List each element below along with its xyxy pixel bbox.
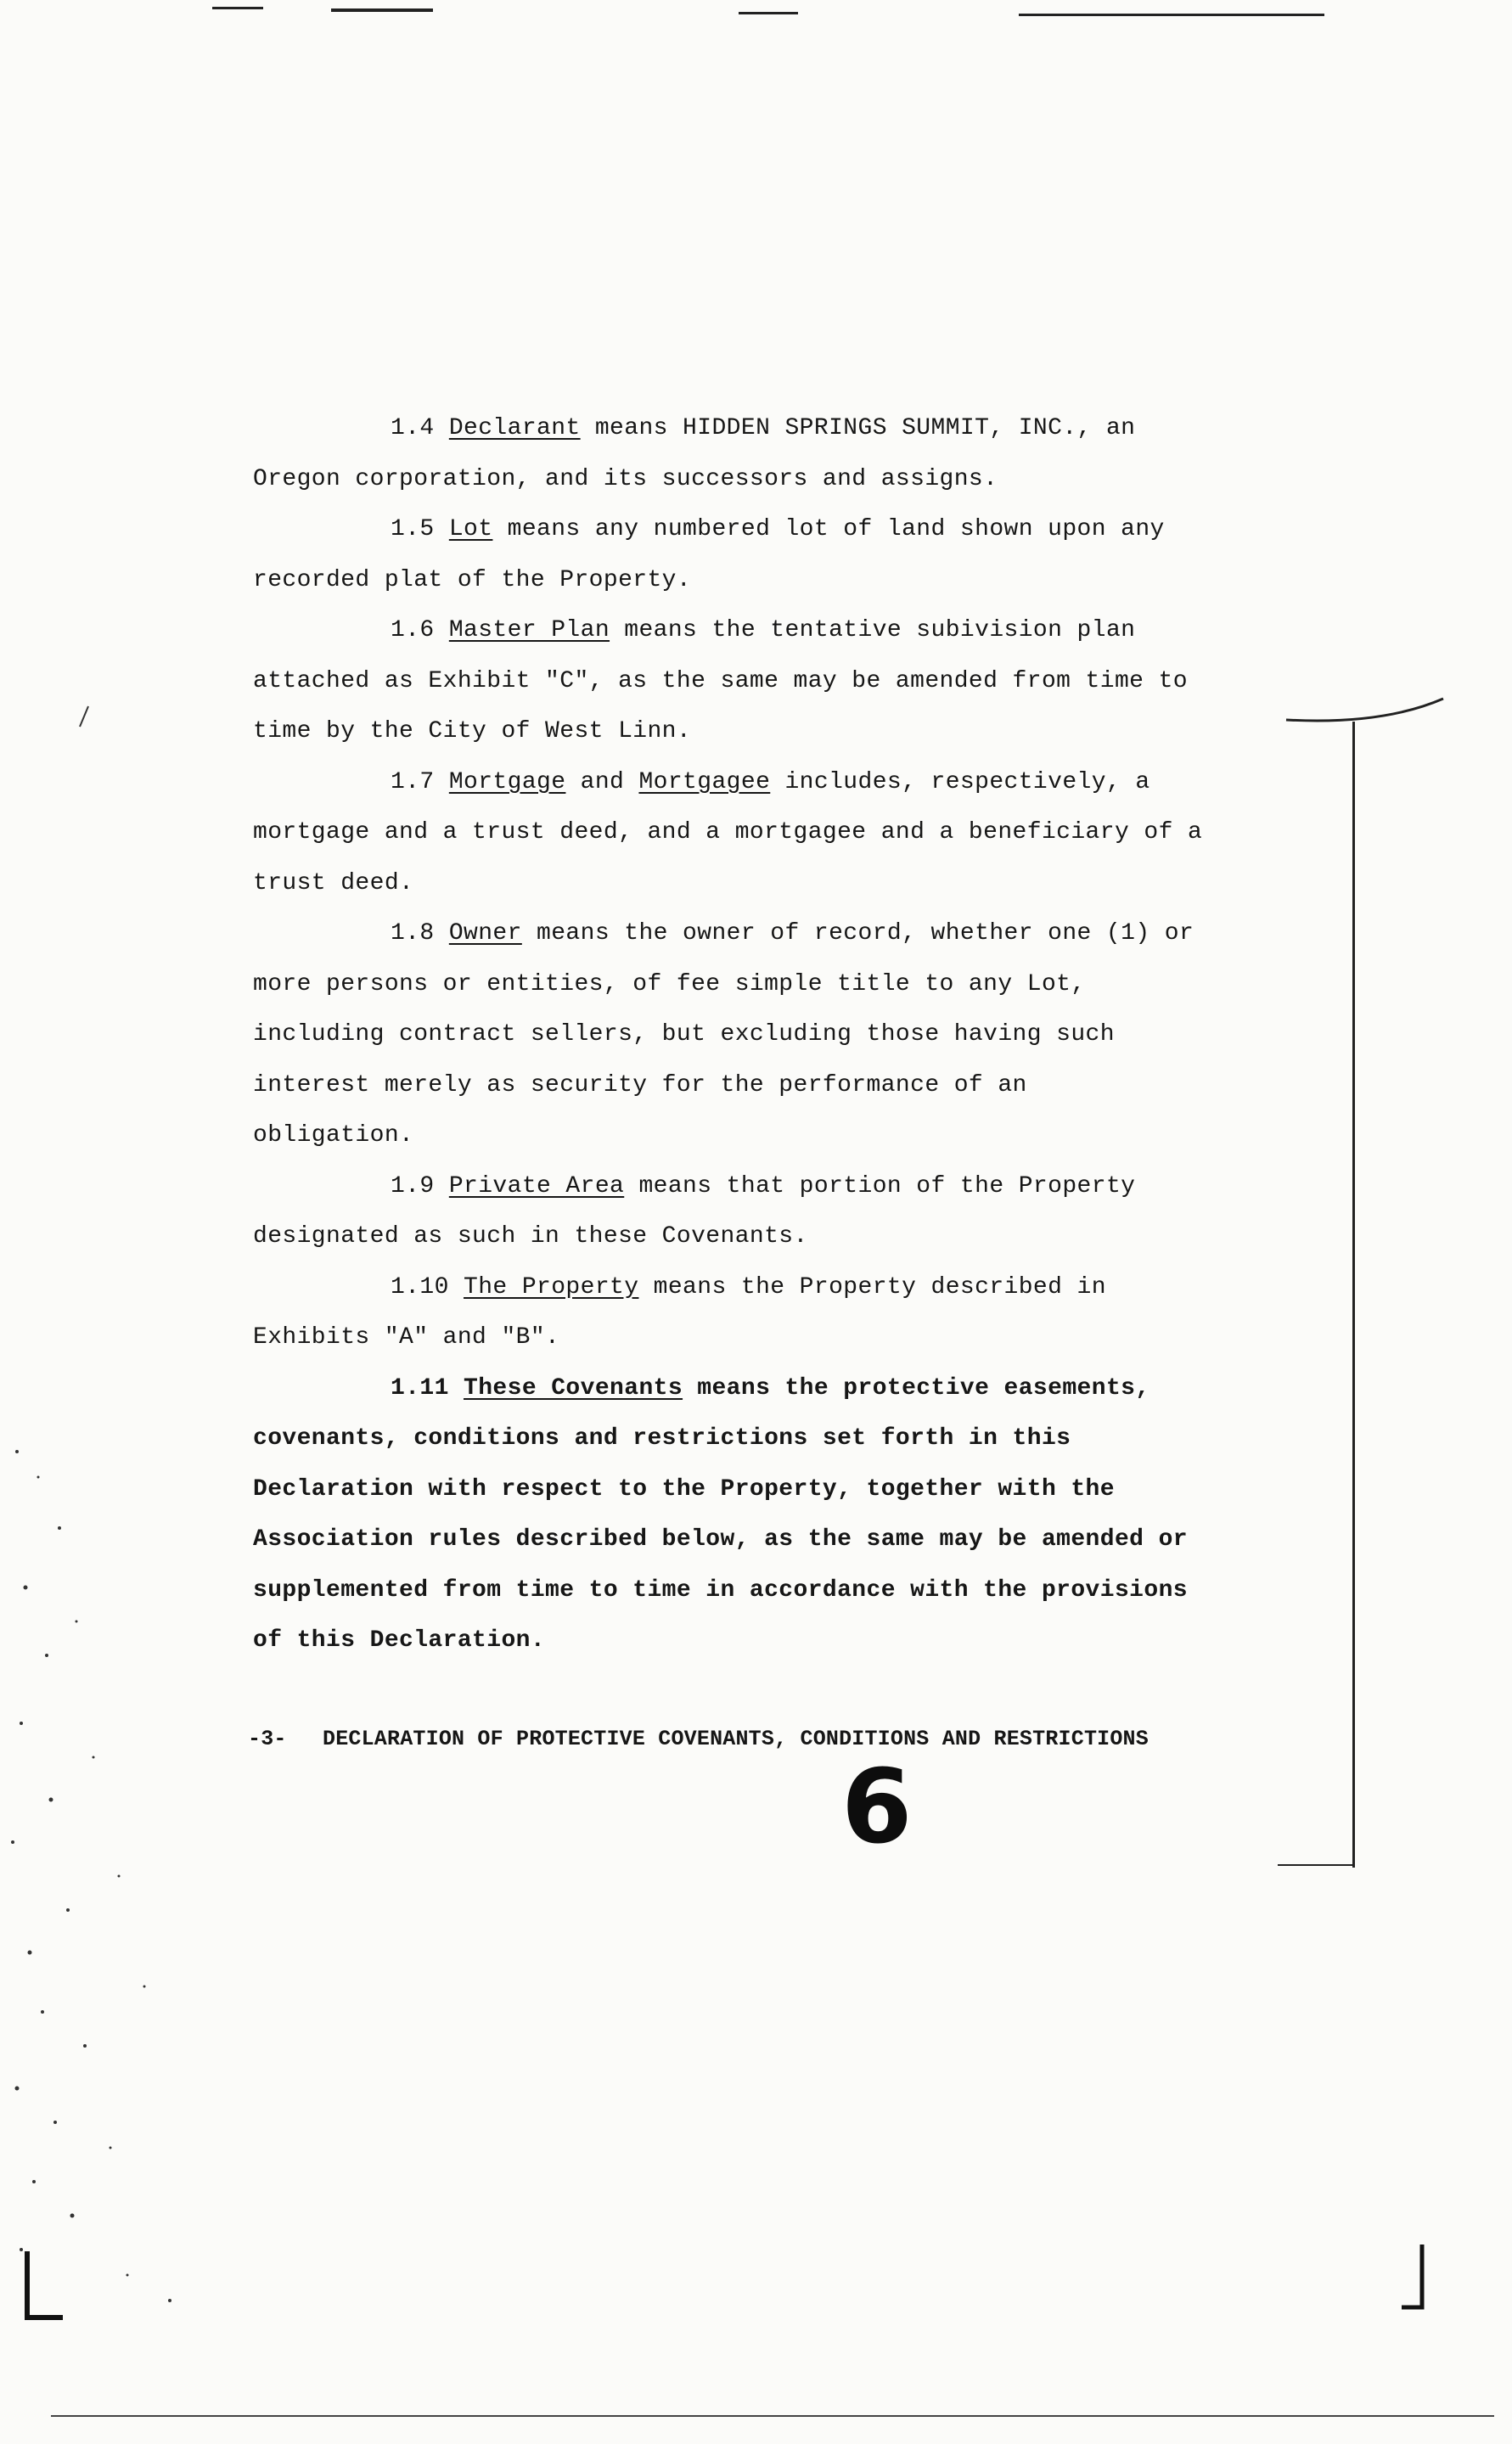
margin-bracket-bottom xyxy=(1278,1864,1354,1866)
margin-pen-stroke xyxy=(1282,692,1452,726)
definition-1-8: 1.8 Owner means the owner of record, whether one (1) or more persons or entities, of fee simple title to any Lot, including contract sellers, but excluding those having such interest merely as security for the performance of an obligation. xyxy=(253,920,1194,1149)
defined-term: Mortgagee xyxy=(638,768,771,795)
scan-top-dash xyxy=(331,8,433,12)
svg-text:6: 6 xyxy=(841,1757,913,1851)
defined-term: Private Area xyxy=(448,1172,625,1200)
footer-title: DECLARATION OF PROTECTIVE COVENANTS, CONDITIONS AND RESTRICTIONS xyxy=(323,1727,1149,1751)
scan-top-dash xyxy=(1019,14,1324,16)
defined-term: These Covenants xyxy=(464,1374,683,1402)
defined-term: The Property xyxy=(464,1273,639,1301)
margin-tick-mark xyxy=(76,705,93,730)
bottom-right-corner-mark xyxy=(1397,2241,1430,2318)
definition-1-11: 1.11 These Covenants means the protective easements, covenants, conditions and restrictions set forth in this Declaration with respect to the Property, together with the Association rules described below, as the same may be amended or supplemented from time to time in accordance with the provisions of this Declaration. xyxy=(253,1374,1188,1654)
defined-term: Mortgage xyxy=(448,768,566,795)
definition-1-6: 1.6 Master Plan means the tentative subivision plan attached as Exhibit "C", as the same may be amended from time to time by the City of West Linn. xyxy=(253,617,1188,744)
scan-noise xyxy=(0,1401,255,2334)
defined-term: Owner xyxy=(448,920,522,947)
definition-1-9: 1.9 Private Area means that portion of the Property designated as such in these Covenants. xyxy=(253,1172,1136,1250)
definition-1-7: 1.7 Mortgage and Mortgagee includes, respectively, a mortgage and a trust deed, and a mortgagee and a beneficiary of a trust deed. xyxy=(253,768,1203,896)
scan-bottom-dash xyxy=(51,2415,1494,2417)
handwritten-page-number xyxy=(836,1757,913,1851)
scan-top-dash xyxy=(739,12,798,14)
defined-term: Declarant xyxy=(448,415,581,441)
document-body xyxy=(253,403,1297,1666)
defined-term: Lot xyxy=(448,516,493,542)
definition-1-10: 1.10 The Property means the Property described in Exhibits "A" and "B". xyxy=(253,1273,1106,1351)
page-number: -3- xyxy=(248,1727,287,1751)
definition-1-4: 1.4 Declarant means HIDDEN SPRINGS SUMMIT, INC., an Oregon corporation, and its successors and assigns. xyxy=(253,415,1136,492)
defined-term: Master Plan xyxy=(448,617,610,643)
definition-1-5: 1.5 Lot means any numbered lot of land shown upon any recorded plat of the Property. xyxy=(253,516,1165,593)
page-footer xyxy=(248,1727,1309,1751)
margin-bracket-vertical xyxy=(1352,722,1355,1868)
scan-top-dash xyxy=(212,7,263,9)
